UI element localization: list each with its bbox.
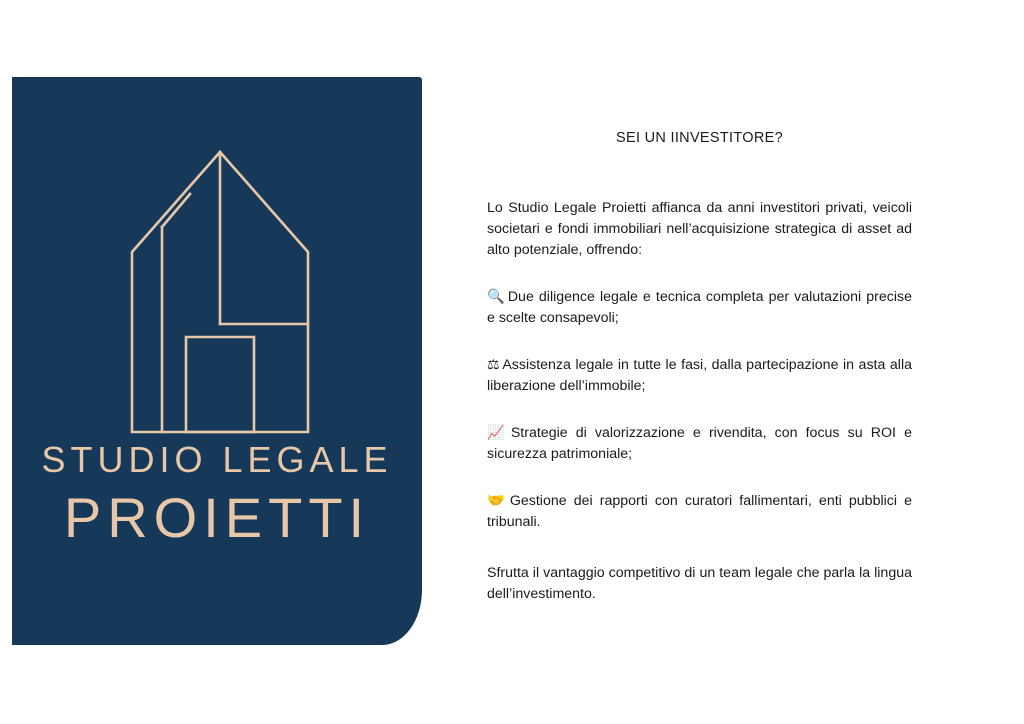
chart-increasing-icon: 📈 — [487, 425, 509, 441]
balance-scale-icon: ⚖ — [487, 357, 501, 373]
logo-inner — [12, 77, 422, 645]
content-column — [487, 120, 912, 605]
house-outline-mark — [102, 132, 332, 462]
list-item-text: Assistenza legale in tutte le fasi, dalla partecipazione in asta alla liberazione dell’immobile; — [487, 357, 912, 394]
logo-line-studio-legale: STUDIO LEGALE — [41, 439, 393, 480]
list-item-text: Strategie di valorizzazione e rivendita, con focus su ROI e sicurezza patrimoniale; — [487, 425, 912, 462]
list-item — [487, 287, 912, 329]
list-item — [487, 491, 912, 533]
logo-line-proietti: PROIETTI — [63, 486, 371, 549]
closing-paragraph: Sfrutta il vantaggio competitivo di un team legale che parla la lingua dell’investimento. — [487, 565, 912, 602]
list-item — [487, 355, 912, 397]
logo-panel — [12, 77, 422, 645]
handshake-icon: 🤝 — [487, 493, 508, 509]
list-item-text: Gestione dei rapporti con curatori fallimentari, enti pubblici e tribunali. — [487, 493, 913, 530]
page-title: SEI UN IINVESTITORE? — [616, 130, 783, 146]
list-item — [487, 423, 912, 465]
intro-paragraph: Lo Studio Legale Proietti affianca da anni investitori privati, veicoli societari e fondi immobiliari nell’acquisizione strategica di asset ad alto potenziale, offrendo: — [487, 200, 912, 258]
logo-wordmark — [12, 437, 422, 551]
list-item-text: Due diligence legale e tecnica completa per valutazioni precise e scelte consapevoli; — [487, 289, 912, 326]
magnifying-glass-icon: 🔍 — [487, 289, 506, 305]
